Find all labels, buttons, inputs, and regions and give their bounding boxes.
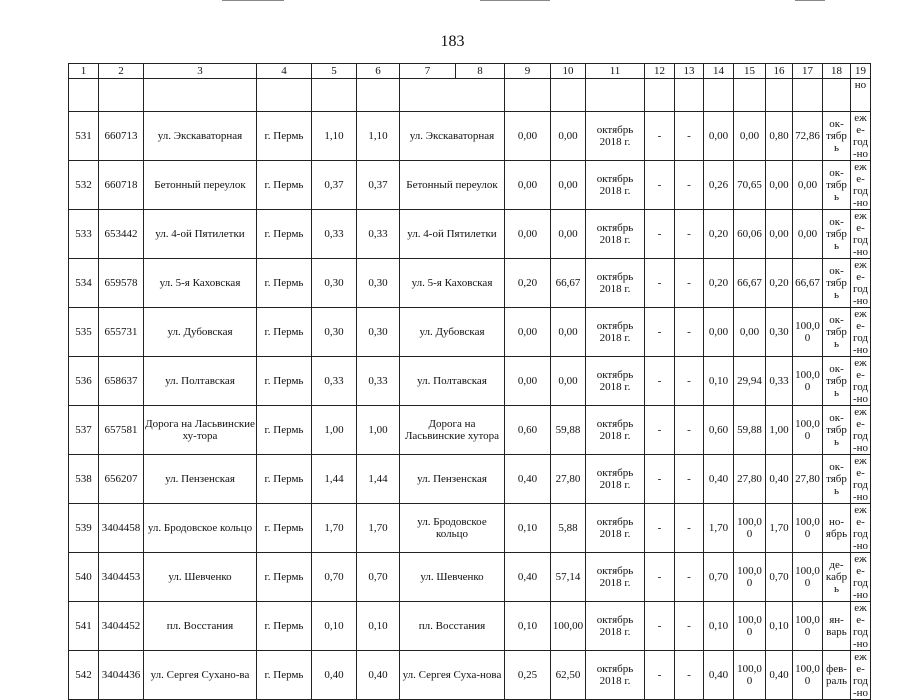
value-cell: 0,40 bbox=[766, 455, 793, 504]
road-code-cell: 660713 bbox=[99, 112, 144, 161]
table-row bbox=[69, 651, 871, 700]
header-row bbox=[69, 64, 871, 79]
city-cell: г. Пермь bbox=[257, 651, 312, 700]
value-cell: 0,33 bbox=[766, 357, 793, 406]
value-cell: 0,00 bbox=[793, 210, 823, 259]
date-cell: октябрь 2018 г. bbox=[586, 210, 645, 259]
row-number-cell: 540 bbox=[69, 553, 99, 602]
value-cell: 0,00 bbox=[505, 112, 551, 161]
road-name-cell: Бетонный переулок bbox=[144, 161, 257, 210]
date-cell: октябрь 2018 г. bbox=[586, 161, 645, 210]
value-cell: 0,00 bbox=[505, 161, 551, 210]
street-name-cell: ул. 4-ой Пятилетки bbox=[400, 210, 505, 259]
dash-cell: - bbox=[675, 553, 704, 602]
date-cell: октябрь 2018 г. bbox=[586, 357, 645, 406]
frequency-cell: еже-год-но bbox=[851, 406, 871, 455]
value-cell: 0,30 bbox=[312, 259, 357, 308]
value-cell: 1,00 bbox=[357, 406, 400, 455]
street-name-cell: ул. Полтавская bbox=[400, 357, 505, 406]
value-cell: 0,10 bbox=[505, 504, 551, 553]
value-cell: 1,00 bbox=[766, 406, 793, 455]
month-cell: ок-тябрь bbox=[823, 210, 851, 259]
scan-edge-line bbox=[222, 0, 284, 1]
value-cell: 0,00 bbox=[734, 308, 766, 357]
value-cell: 0,00 bbox=[551, 308, 586, 357]
column-header: 19 bbox=[851, 64, 871, 79]
value-cell: 0,10 bbox=[704, 357, 734, 406]
value-cell: 0,26 bbox=[704, 161, 734, 210]
road-name-cell: ул. 5-я Каховская bbox=[144, 259, 257, 308]
empty-cell bbox=[793, 79, 823, 112]
value-cell: 1,44 bbox=[312, 455, 357, 504]
value-cell: 27,80 bbox=[793, 455, 823, 504]
value-cell: 0,37 bbox=[357, 161, 400, 210]
row-number-cell: 542 bbox=[69, 651, 99, 700]
dash-cell: - bbox=[675, 112, 704, 161]
road-code-cell: 657581 bbox=[99, 406, 144, 455]
dash-cell: - bbox=[645, 210, 675, 259]
dash-cell: - bbox=[675, 308, 704, 357]
value-cell: 100,0 0 bbox=[793, 357, 823, 406]
month-cell: де-кабрь bbox=[823, 553, 851, 602]
frequency-cell: еже-год-но bbox=[851, 455, 871, 504]
empty-cell bbox=[675, 79, 704, 112]
row-number-cell: 534 bbox=[69, 259, 99, 308]
value-cell: 0,20 bbox=[704, 259, 734, 308]
dash-cell: - bbox=[645, 602, 675, 651]
dash-cell: - bbox=[675, 504, 704, 553]
street-name-cell: пл. Восстания bbox=[400, 602, 505, 651]
column-header: 2 bbox=[99, 64, 144, 79]
road-name-cell: ул. Дубовская bbox=[144, 308, 257, 357]
dash-cell: - bbox=[645, 259, 675, 308]
city-cell: г. Пермь bbox=[257, 455, 312, 504]
value-cell: 0,40 bbox=[357, 651, 400, 700]
value-cell: 59,88 bbox=[551, 406, 586, 455]
dash-cell: - bbox=[675, 455, 704, 504]
dash-cell: - bbox=[645, 406, 675, 455]
table-row bbox=[69, 455, 871, 504]
road-code-cell: 655731 bbox=[99, 308, 144, 357]
value-cell: 62,50 bbox=[551, 651, 586, 700]
road-name-cell: ул. Полтавская bbox=[144, 357, 257, 406]
column-header: 18 bbox=[823, 64, 851, 79]
frequency-cell: но bbox=[851, 79, 871, 112]
city-cell: г. Пермь bbox=[257, 112, 312, 161]
month-cell: ок-тябрь bbox=[823, 259, 851, 308]
value-cell: 100,00 bbox=[734, 504, 766, 553]
value-cell: 0,33 bbox=[357, 210, 400, 259]
value-cell: 0,70 bbox=[312, 553, 357, 602]
value-cell: 0,10 bbox=[704, 602, 734, 651]
frequency-cell: еже-год-но bbox=[851, 112, 871, 161]
road-name-cell: ул. Экскаваторная bbox=[144, 112, 257, 161]
value-cell: 100,00 bbox=[734, 602, 766, 651]
value-cell: 0,00 bbox=[704, 308, 734, 357]
column-header: 8 bbox=[456, 64, 505, 79]
value-cell: 0,00 bbox=[766, 161, 793, 210]
value-cell: 0,00 bbox=[551, 210, 586, 259]
dash-cell: - bbox=[675, 406, 704, 455]
city-cell: г. Пермь bbox=[257, 259, 312, 308]
value-cell: 0,30 bbox=[357, 308, 400, 357]
value-cell: 0,20 bbox=[505, 259, 551, 308]
row-number-cell: 541 bbox=[69, 602, 99, 651]
table-row bbox=[69, 161, 871, 210]
column-header: 6 bbox=[357, 64, 400, 79]
value-cell: 1,70 bbox=[704, 504, 734, 553]
table-row bbox=[69, 504, 871, 553]
street-name-cell: ул. Шевченко bbox=[400, 553, 505, 602]
date-cell: октябрь 2018 г. bbox=[586, 259, 645, 308]
dash-cell: - bbox=[645, 455, 675, 504]
value-cell: 100,0 0 bbox=[793, 308, 823, 357]
month-cell: ок-тябрь bbox=[823, 112, 851, 161]
value-cell: 0,80 bbox=[766, 112, 793, 161]
value-cell: 0,10 bbox=[357, 602, 400, 651]
value-cell: 0,00 bbox=[793, 161, 823, 210]
value-cell: 27,80 bbox=[734, 455, 766, 504]
dash-cell: - bbox=[645, 112, 675, 161]
dash-cell: - bbox=[645, 357, 675, 406]
value-cell: 0,00 bbox=[704, 112, 734, 161]
city-cell: г. Пермь bbox=[257, 602, 312, 651]
table-row bbox=[69, 210, 871, 259]
dash-cell: - bbox=[675, 259, 704, 308]
value-cell: 0,20 bbox=[766, 259, 793, 308]
value-cell: 27,80 bbox=[551, 455, 586, 504]
table-row bbox=[69, 308, 871, 357]
road-code-cell: 3404436 bbox=[99, 651, 144, 700]
value-cell: 1,70 bbox=[312, 504, 357, 553]
road-code-cell: 653442 bbox=[99, 210, 144, 259]
column-header: 10 bbox=[551, 64, 586, 79]
dash-cell: - bbox=[645, 308, 675, 357]
value-cell: 0,33 bbox=[357, 357, 400, 406]
city-cell: г. Пермь bbox=[257, 553, 312, 602]
value-cell: 100,00 bbox=[734, 553, 766, 602]
value-cell: 0,37 bbox=[312, 161, 357, 210]
table-row bbox=[69, 357, 871, 406]
street-name-cell: ул. Пензенская bbox=[400, 455, 505, 504]
value-cell: 1,10 bbox=[312, 112, 357, 161]
road-code-cell: 659578 bbox=[99, 259, 144, 308]
date-cell: октябрь 2018 г. bbox=[586, 406, 645, 455]
street-name-cell: ул. Дубовская bbox=[400, 308, 505, 357]
month-cell: ок-тябрь bbox=[823, 455, 851, 504]
date-cell: октябрь 2018 г. bbox=[586, 112, 645, 161]
dash-cell: - bbox=[675, 357, 704, 406]
street-name-cell: ул. Бродовское кольцо bbox=[400, 504, 505, 553]
date-cell: октябрь 2018 г. bbox=[586, 553, 645, 602]
road-name-cell: ул. Шевченко bbox=[144, 553, 257, 602]
table-row bbox=[69, 406, 871, 455]
table-row bbox=[69, 112, 871, 161]
value-cell: 0,33 bbox=[312, 210, 357, 259]
value-cell: 100,0 0 bbox=[793, 504, 823, 553]
value-cell: 0,70 bbox=[357, 553, 400, 602]
value-cell: 59,88 bbox=[734, 406, 766, 455]
value-cell: 0,40 bbox=[505, 553, 551, 602]
value-cell: 1,70 bbox=[766, 504, 793, 553]
city-cell: г. Пермь bbox=[257, 504, 312, 553]
frequency-cell: еже-год-но bbox=[851, 504, 871, 553]
month-cell: но-ябрь bbox=[823, 504, 851, 553]
street-name-cell: ул. Экскаваторная bbox=[400, 112, 505, 161]
frequency-cell: еже-год-но bbox=[851, 259, 871, 308]
value-cell: 0,20 bbox=[704, 210, 734, 259]
column-header: 16 bbox=[766, 64, 793, 79]
dash-cell: - bbox=[675, 210, 704, 259]
value-cell: 66,67 bbox=[734, 259, 766, 308]
road-code-cell: 3404452 bbox=[99, 602, 144, 651]
value-cell: 100,00 bbox=[734, 651, 766, 700]
row-number-cell: 532 bbox=[69, 161, 99, 210]
column-header: 7 bbox=[400, 64, 456, 79]
value-cell: 100,0 0 bbox=[793, 651, 823, 700]
dash-cell: - bbox=[645, 504, 675, 553]
frequency-cell: еже-год-но bbox=[851, 210, 871, 259]
road-name-cell: ул. Сергея Сухано-ва bbox=[144, 651, 257, 700]
value-cell: 100,0 0 bbox=[793, 406, 823, 455]
value-cell: 1,70 bbox=[357, 504, 400, 553]
road-code-cell: 3404453 bbox=[99, 553, 144, 602]
date-cell: октябрь 2018 г. bbox=[586, 602, 645, 651]
dash-cell: - bbox=[675, 161, 704, 210]
value-cell: 0,00 bbox=[551, 357, 586, 406]
frequency-cell: еже-год-но bbox=[851, 357, 871, 406]
value-cell: 29,94 bbox=[734, 357, 766, 406]
row-number-cell: 537 bbox=[69, 406, 99, 455]
empty-cell bbox=[551, 79, 586, 112]
month-cell: ок-тябрь bbox=[823, 406, 851, 455]
road-name-cell: ул. Пензенская bbox=[144, 455, 257, 504]
scan-edge-line bbox=[795, 0, 825, 1]
row-number-cell: 531 bbox=[69, 112, 99, 161]
frequency-cell: еже-год-но bbox=[851, 161, 871, 210]
city-cell: г. Пермь bbox=[257, 161, 312, 210]
city-cell: г. Пермь bbox=[257, 210, 312, 259]
empty-cell bbox=[144, 79, 257, 112]
date-cell: октябрь 2018 г. bbox=[586, 308, 645, 357]
street-name-cell: ул. Сергея Суха-нова bbox=[400, 651, 505, 700]
street-name-cell: Бетонный переулок bbox=[400, 161, 505, 210]
street-name-cell: Дорога на Ласьвинские хутора bbox=[400, 406, 505, 455]
value-cell: 0,00 bbox=[505, 210, 551, 259]
value-cell: 0,30 bbox=[357, 259, 400, 308]
month-cell: ок-тябрь bbox=[823, 357, 851, 406]
value-cell: 60,06 bbox=[734, 210, 766, 259]
value-cell: 0,00 bbox=[551, 112, 586, 161]
column-header: 9 bbox=[505, 64, 551, 79]
empty-cell bbox=[99, 79, 144, 112]
empty-cell bbox=[823, 79, 851, 112]
value-cell: 0,60 bbox=[505, 406, 551, 455]
empty-cell bbox=[586, 79, 645, 112]
column-header: 14 bbox=[704, 64, 734, 79]
dash-cell: - bbox=[675, 651, 704, 700]
date-cell: октябрь 2018 г. bbox=[586, 455, 645, 504]
dash-cell: - bbox=[645, 553, 675, 602]
row-number-cell: 533 bbox=[69, 210, 99, 259]
table-row bbox=[69, 259, 871, 308]
road-code-cell: 660718 bbox=[99, 161, 144, 210]
value-cell: 1,00 bbox=[312, 406, 357, 455]
empty-cell bbox=[766, 79, 793, 112]
frequency-cell: еже-год-но bbox=[851, 308, 871, 357]
city-cell: г. Пермь bbox=[257, 357, 312, 406]
value-cell: 0,30 bbox=[312, 308, 357, 357]
value-cell: 1,10 bbox=[357, 112, 400, 161]
value-cell: 0,60 bbox=[704, 406, 734, 455]
month-cell: ок-тябрь bbox=[823, 161, 851, 210]
empty-cell bbox=[357, 79, 400, 112]
empty-cell bbox=[257, 79, 312, 112]
row-number-cell: 539 bbox=[69, 504, 99, 553]
value-cell: 57,14 bbox=[551, 553, 586, 602]
value-cell: 0,40 bbox=[704, 651, 734, 700]
value-cell: 1,44 bbox=[357, 455, 400, 504]
month-cell: ок-тябрь bbox=[823, 308, 851, 357]
empty-cell bbox=[312, 79, 357, 112]
frequency-cell: еже-год-но bbox=[851, 602, 871, 651]
column-header: 4 bbox=[257, 64, 312, 79]
city-cell: г. Пермь bbox=[257, 308, 312, 357]
value-cell: 70,65 bbox=[734, 161, 766, 210]
data-table bbox=[68, 63, 871, 700]
road-name-cell: ул. 4-ой Пятилетки bbox=[144, 210, 257, 259]
dash-cell: - bbox=[645, 161, 675, 210]
column-header: 17 bbox=[793, 64, 823, 79]
value-cell: 0,10 bbox=[766, 602, 793, 651]
dash-cell: - bbox=[645, 651, 675, 700]
value-cell: 100,00 bbox=[551, 602, 586, 651]
empty-cell bbox=[734, 79, 766, 112]
column-header: 3 bbox=[144, 64, 257, 79]
value-cell: 100,0 0 bbox=[793, 602, 823, 651]
row-number-cell: 536 bbox=[69, 357, 99, 406]
month-cell: фев-раль bbox=[823, 651, 851, 700]
value-cell: 100,0 0 bbox=[793, 553, 823, 602]
continuation-row bbox=[69, 79, 871, 112]
value-cell: 0,30 bbox=[766, 308, 793, 357]
row-number-cell: 538 bbox=[69, 455, 99, 504]
value-cell: 0,00 bbox=[766, 210, 793, 259]
frequency-cell: еже-год-но bbox=[851, 553, 871, 602]
date-cell: октябрь 2018 г. bbox=[586, 504, 645, 553]
road-code-cell: 658637 bbox=[99, 357, 144, 406]
empty-cell bbox=[645, 79, 675, 112]
street-name-cell: ул. 5-я Каховская bbox=[400, 259, 505, 308]
value-cell: 0,40 bbox=[312, 651, 357, 700]
dash-cell: - bbox=[675, 602, 704, 651]
value-cell: 0,00 bbox=[505, 308, 551, 357]
value-cell: 72,86 bbox=[793, 112, 823, 161]
road-name-cell: Дорога на Ласьвинские ху-тора bbox=[144, 406, 257, 455]
value-cell: 0,00 bbox=[505, 357, 551, 406]
value-cell: 0,70 bbox=[704, 553, 734, 602]
frequency-cell: еже-год-но bbox=[851, 651, 871, 700]
city-cell: г. Пермь bbox=[257, 406, 312, 455]
table-row bbox=[69, 602, 871, 651]
value-cell: 5,88 bbox=[551, 504, 586, 553]
empty-cell bbox=[400, 79, 505, 112]
value-cell: 0,40 bbox=[704, 455, 734, 504]
value-cell: 0,25 bbox=[505, 651, 551, 700]
value-cell: 0,70 bbox=[766, 553, 793, 602]
column-header: 12 bbox=[645, 64, 675, 79]
value-cell: 0,40 bbox=[505, 455, 551, 504]
value-cell: 0,33 bbox=[312, 357, 357, 406]
road-code-cell: 3404458 bbox=[99, 504, 144, 553]
month-cell: ян-варь bbox=[823, 602, 851, 651]
road-code-cell: 656207 bbox=[99, 455, 144, 504]
value-cell: 0,40 bbox=[766, 651, 793, 700]
empty-cell bbox=[704, 79, 734, 112]
date-cell: октябрь 2018 г. bbox=[586, 651, 645, 700]
column-header: 13 bbox=[675, 64, 704, 79]
page-number: 183 bbox=[440, 33, 465, 50]
column-header: 11 bbox=[586, 64, 645, 79]
value-cell: 0,00 bbox=[734, 112, 766, 161]
value-cell: 0,10 bbox=[505, 602, 551, 651]
value-cell: 66,67 bbox=[551, 259, 586, 308]
road-name-cell: пл. Восстания bbox=[144, 602, 257, 651]
table-row bbox=[69, 553, 871, 602]
scan-edge-line bbox=[480, 0, 550, 1]
column-header: 15 bbox=[734, 64, 766, 79]
road-name-cell: ул. Бродовское кольцо bbox=[144, 504, 257, 553]
value-cell: 0,10 bbox=[312, 602, 357, 651]
row-number-cell: 535 bbox=[69, 308, 99, 357]
empty-cell bbox=[505, 79, 551, 112]
column-header: 1 bbox=[69, 64, 99, 79]
empty-cell bbox=[69, 79, 99, 112]
column-header: 5 bbox=[312, 64, 357, 79]
value-cell: 66,67 bbox=[793, 259, 823, 308]
value-cell: 0,00 bbox=[551, 161, 586, 210]
